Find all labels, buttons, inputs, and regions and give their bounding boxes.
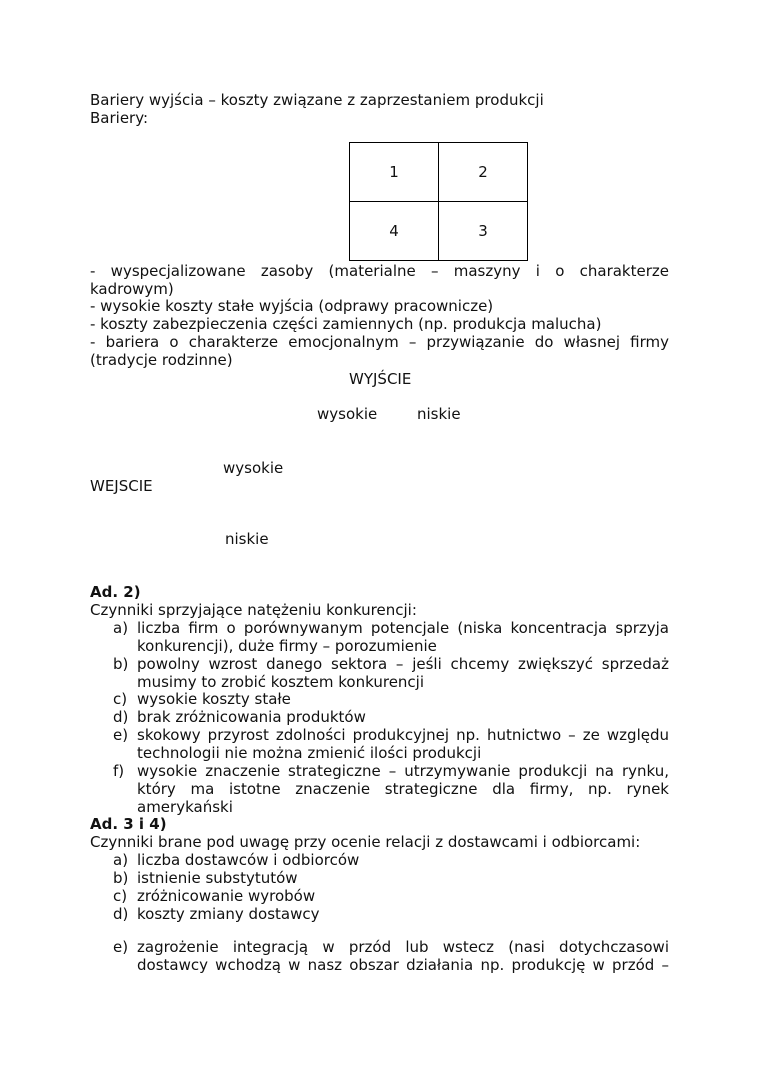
barrier-item-1-line1: - wyspecjalizowane zasoby (materialne – maszyny i o charakterze (90, 262, 669, 280)
exit-low-label: niskie (417, 405, 461, 423)
exit-axis-title: WYJŚCIE (349, 370, 412, 388)
barrier-item-4-line2: (tradycje rodzinne) (90, 351, 233, 369)
matrix-cell-4: 4 (350, 202, 439, 261)
list-label: a) (113, 619, 129, 637)
exit-high-label: wysokie (317, 405, 378, 423)
list-label: b) (113, 655, 129, 673)
section-ad2-title: Ad. 2) (90, 583, 141, 601)
list-label: a) (113, 851, 129, 869)
list-item-line: wysokie koszty stałe (137, 690, 291, 708)
list-label: c) (113, 690, 128, 708)
section-ad34-title: Ad. 3 i 4) (90, 815, 167, 833)
section-ad2-intro: Czynniki sprzyjające natężeniu konkurencji: (90, 601, 417, 619)
list-item-line: który ma istotne znaczenie strategiczne dla firmy, np. rynek (137, 780, 669, 798)
list-item-line: dostawcy wchodzą w nasz obszar działania np. produkcję w przód – (137, 956, 669, 974)
list-item-line: amerykański (137, 798, 233, 816)
list-item-line: liczba firm o porównywanym potencjale (niska koncentracja sprzyja (137, 619, 669, 637)
list-item-line: powolny wzrost danego sektora – jeśli chcemy zwiększyć sprzedaż (137, 655, 669, 673)
list-label: e) (113, 726, 129, 744)
entry-axis-title: WEJSCIE (90, 477, 153, 495)
barrier-item-1-line2: kadrowym) (90, 280, 174, 298)
entry-low-label: niskie (225, 530, 269, 548)
matrix-cell-3: 3 (439, 202, 528, 261)
entry-high-label: wysokie (223, 459, 284, 477)
matrix-cell-2: 2 (439, 143, 528, 202)
heading-barriers: Bariery: (90, 109, 149, 127)
list-label: d) (113, 708, 129, 726)
section-ad34-intro: Czynniki brane pod uwagę przy ocenie relacji z dostawcami i odbiorcami: (90, 833, 641, 851)
list-item-line: zróżnicowanie wyrobów (137, 887, 316, 905)
list-label: b) (113, 869, 129, 887)
matrix-cell-1: 1 (350, 143, 439, 202)
list-label: c) (113, 887, 128, 905)
list-item-line: brak zróżnicowania produktów (137, 708, 366, 726)
list-item-line: istnienie substytutów (137, 869, 298, 887)
barrier-item-3: - koszty zabezpieczenia części zamiennych (np. produkcja malucha) (90, 315, 602, 333)
list-item-line: liczba dostawców i odbiorców (137, 851, 360, 869)
list-item-line: skokowy przyrost zdolności produkcyjnej np. hutnictwo – ze względu (137, 726, 669, 744)
list-item-line: musimy to zrobić kosztem konkurencji (137, 673, 425, 691)
list-item-line: koszty zmiany dostawcy (137, 905, 320, 923)
list-item-line: wysokie znaczenie strategiczne – utrzymywanie produkcji na rynku, (137, 762, 669, 780)
list-item-line: konkurencji), duże firmy – porozumienie (137, 637, 437, 655)
barrier-matrix (349, 142, 528, 261)
list-item-line: zagrożenie integracją w przód lub wstecz (nasi dotychczasowi (137, 938, 669, 956)
list-label: e) (113, 938, 129, 956)
barrier-item-4-line1: - bariera o charakterze emocjonalnym – przywiązanie do własnej firmy (90, 333, 669, 351)
list-label: d) (113, 905, 129, 923)
list-item-line: technologii nie można zmienić ilości produkcji (137, 744, 482, 762)
heading-exit-barriers: Bariery wyjścia – koszty związane z zaprzestaniem produkcji (90, 91, 544, 109)
list-label: f) (113, 762, 125, 780)
barrier-item-2: - wysokie koszty stałe wyjścia (odprawy pracownicze) (90, 297, 494, 315)
